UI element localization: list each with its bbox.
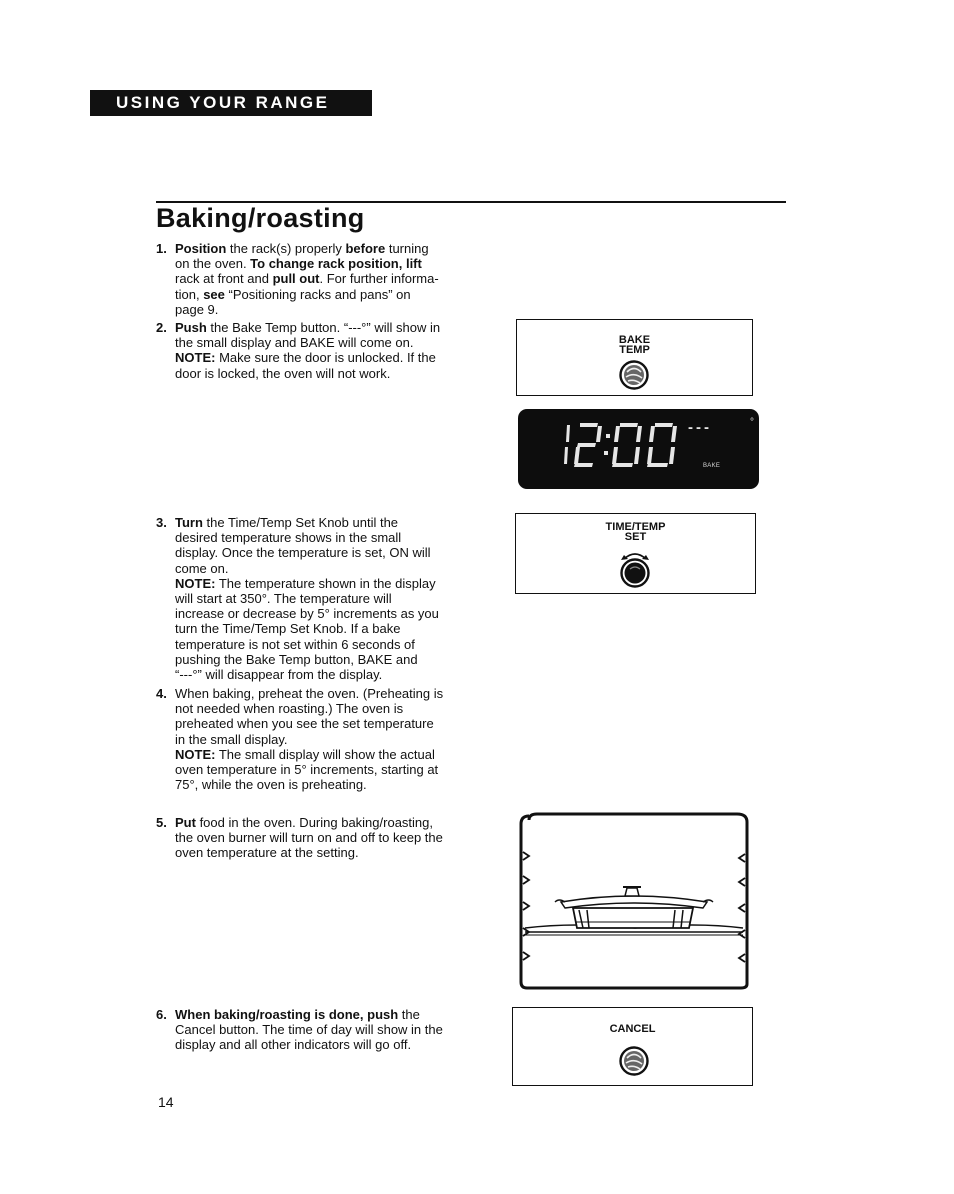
text-run: turn the Time/Temp Set Knob. If a bake [175, 621, 401, 637]
text-run: on the oven. [175, 256, 251, 272]
text-run: The temperature shown in the display [215, 575, 436, 591]
display-bake-indicator: BAKE [703, 463, 721, 469]
text-run: display. Once the temperature is set, ON will [175, 545, 431, 561]
text-run: 75°, while the oven is preheating. [175, 777, 367, 793]
text-run: turning [385, 241, 429, 256]
oven-cavity-illustration [515, 810, 753, 992]
text-run: desired temperature shows in the small [175, 530, 402, 546]
step-paragraph [175, 320, 466, 350]
text-run: see [203, 286, 225, 302]
step-paragraph [175, 241, 466, 317]
text-run: “---°” will disappear from the display. [175, 667, 383, 683]
text-run: NOTE: [175, 746, 216, 762]
text-run: pushing the Bake Temp button, BAKE and [175, 651, 418, 667]
text-run: To change rack position, lift [250, 256, 422, 272]
page-number: 14 [158, 1094, 174, 1110]
step-paragraph [175, 1007, 466, 1053]
step-body [175, 320, 466, 381]
text-run: door is locked, the oven will not work. [175, 365, 391, 381]
text-run: “Positioning racks and pans” on [224, 286, 411, 302]
text-run: temperature is not set within 6 seconds of [175, 636, 415, 652]
text-run: . For further informa- [319, 271, 439, 287]
text-run: the Bake Temp button. “---°” will show in [206, 320, 441, 335]
display-degree-symbol: ° [750, 417, 754, 428]
bake-temp-button-icon[interactable] [619, 360, 649, 390]
step-body [175, 241, 466, 317]
step-5 [156, 815, 466, 861]
text-run: When baking/roasting is done, push [175, 1007, 399, 1022]
step-body [175, 515, 466, 682]
section-banner: USING YOUR RANGE [90, 90, 372, 116]
step-paragraph [175, 686, 466, 747]
text-run: When baking, preheat the oven. (Preheating is [175, 686, 444, 701]
oven-display [518, 409, 759, 489]
text-run: come on. [175, 560, 229, 576]
step-paragraph [175, 747, 466, 793]
clock-digits [518, 409, 759, 489]
text-run: preheated when you see the set temperature [175, 716, 434, 732]
cancel-button-icon[interactable] [619, 1046, 649, 1076]
text-run: page 9. [175, 301, 219, 317]
text-run: will start at 350°. The temperature will [175, 591, 392, 607]
step-number: 3. [156, 515, 167, 530]
text-run: before [345, 241, 386, 256]
text-run: Cancel button. The time of day will show in the [175, 1022, 443, 1038]
text-run: oven temperature in 5° increments, starting at [175, 762, 439, 778]
text-run: the oven burner will turn on and off to keep the [175, 830, 443, 846]
step-paragraph [175, 350, 466, 380]
step-number: 2. [156, 320, 167, 335]
display-temp-dashes: --- [688, 419, 712, 436]
step-number: 6. [156, 1007, 167, 1022]
step-4 [156, 686, 466, 792]
bake-temp-label-line1: BAKE [618, 334, 651, 346]
cancel-label: CANCEL [609, 1023, 656, 1035]
text-run: oven temperature at the setting. [175, 845, 359, 861]
time-temp-knob-icon[interactable] [620, 558, 650, 588]
text-run: the [398, 1007, 420, 1022]
step-paragraph [175, 815, 466, 861]
text-run: the rack(s) properly [226, 241, 346, 256]
text-run: Position [175, 241, 227, 256]
text-run: The small display will show the actual [215, 746, 435, 762]
step-6 [156, 1007, 466, 1053]
text-run: rack at front and [175, 271, 273, 287]
text-run: Make sure the door is unlocked. If the [215, 350, 436, 366]
step-paragraph [175, 576, 466, 682]
text-run: food in the oven. During baking/roasting, [195, 815, 433, 830]
step-paragraph [175, 515, 466, 576]
step-number: 5. [156, 815, 167, 830]
step-body [175, 815, 466, 861]
step-number: 4. [156, 686, 167, 701]
text-run: in the small display. [175, 731, 288, 747]
text-run: Turn [175, 515, 203, 530]
page-title: Baking/roasting [156, 203, 365, 233]
bake-temp-label-line2: TEMP [619, 344, 650, 356]
text-run: not needed when roasting.) The oven is [175, 701, 404, 717]
text-run: tion, [175, 286, 204, 302]
time-temp-label-line2: SET [624, 531, 647, 543]
cancel-panel [512, 1007, 753, 1086]
text-run: the Time/Temp Set Knob until the [202, 515, 399, 530]
step-3 [156, 515, 466, 682]
time-temp-label-line1: TIME/TEMP [605, 521, 666, 533]
text-run: display and all other indicators will go off. [175, 1037, 412, 1053]
step-1 [156, 241, 466, 317]
time-temp-set-panel [515, 513, 756, 594]
text-run: Push [175, 320, 207, 335]
step-2 [156, 320, 466, 381]
text-run: NOTE: [175, 575, 216, 591]
step-body [175, 686, 466, 792]
step-number: 1. [156, 241, 167, 256]
step-body [175, 1007, 466, 1053]
text-run: Put [175, 815, 196, 830]
bake-temp-panel [516, 319, 753, 396]
text-run: increase or decrease by 5° increments as you [175, 606, 439, 622]
text-run: the small display and BAKE will come on. [175, 335, 414, 351]
text-run: pull out [272, 271, 320, 287]
text-run: NOTE: [175, 350, 216, 366]
